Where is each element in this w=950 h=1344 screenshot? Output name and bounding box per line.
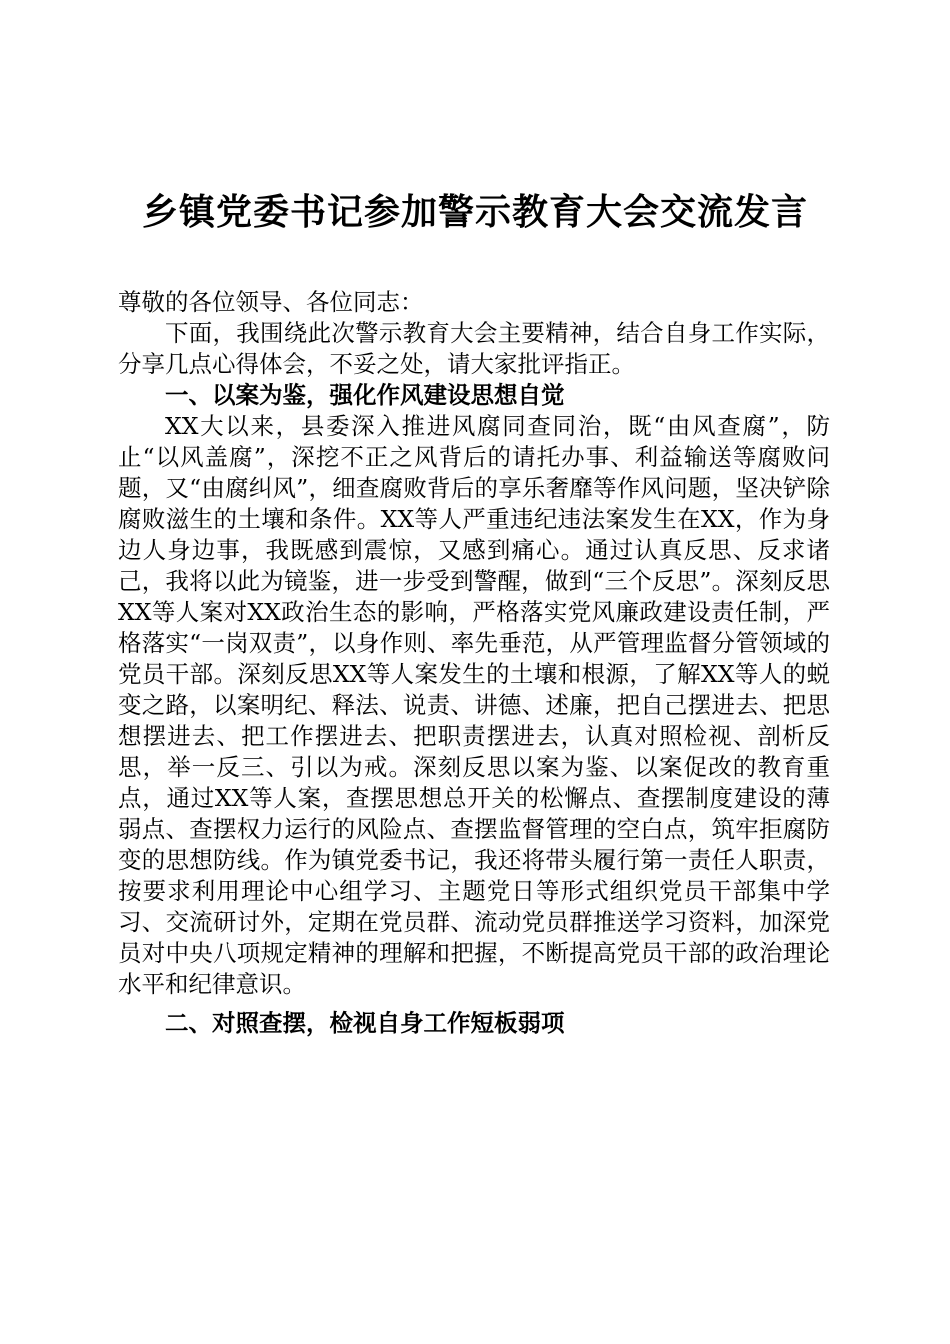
- section-heading-2: 二、对照查摆，检视自身工作短板弱项: [165, 1009, 565, 1037]
- intro-paragraph: 下面，我围绕此次警示教育大会主要精神，结合自身工作实际，分享几点心得体会，不妥之处，请大家批评指正。: [118, 319, 830, 378]
- section-paragraph-1: XX大以来，县委深入推进风腐同查同治，既“由风查腐”，防止“以风盖腐”，深挖不正之风背后的请托办事、利益输送等腐败问题，又“由腐纠风”，细查腐败背后的享乐奢靡等作风问题，坚决铲除腐败滋生的土壤和条件。XX等人严重违纪违法案发生在XX，作为身边人身边事，我既感到震惊，又感到痛心。通过认真反思、反求诸己，我将以此为镜鉴，进一步受到警醒，做到“三个反思”。深刻反思XX等人案对XX政治生态的影响，严格落实党风廉政建设责任制，严格落实“一岗双责”，以身作则、率先垂范，从严管理监督分管领域的党员干部。深刻反思XX等人案发生的土壤和根源，了解XX等人的蜕变之路，以案明纪、释法、说责、讲德、述廉，把自己摆进去、把思想摆进去、把工作摆进去、把职责摆进去，认真对照检视、剖析反思，举一反三、引以为戒。深刻反思以案为鉴、以案促改的教育重点，通过XX等人案，查摆思想总开关的松懈点、查摆制度建设的薄弱点、查摆权力运行的风险点、查摆监督管理的空白点，筑牢拒腐防变的思想防线。作为镇党委书记，我还将带头履行第一责任人职责，按要求利用理论中心组学习、主题党日等形式组织党员干部集中学习、交流研讨外，定期在党员群、流动党员群推送学习资料，加深党员对中央八项规定精神的理解和把握，不断提高党员干部的政治理论水平和纪律意识。: [118, 412, 830, 998]
- salutation: 尊敬的各位领导、各位同志：: [118, 288, 424, 316]
- document-title: 乡镇党委书记参加警示教育大会交流发言: [141, 191, 808, 233]
- document-body: [118, 287, 830, 1039]
- section-heading-1: 一、以案为鉴，强化作风建设思想自觉: [165, 381, 565, 409]
